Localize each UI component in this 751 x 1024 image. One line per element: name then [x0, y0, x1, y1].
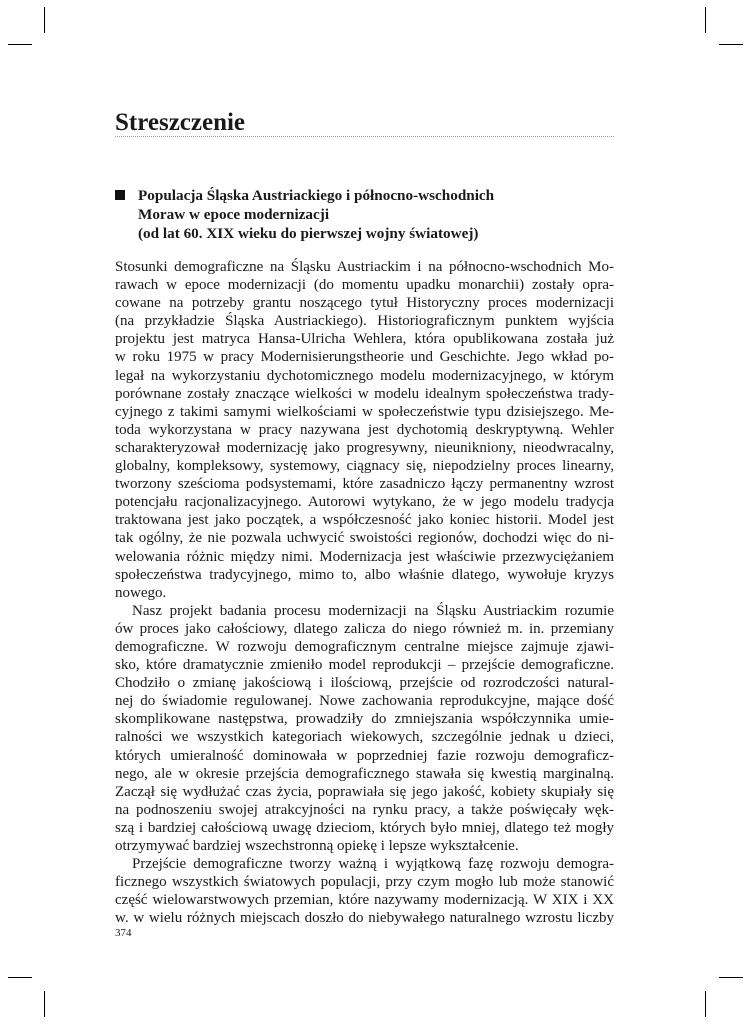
text-line: społeczeństwa tradycyjnego, mimo to, albo właśnie dlatego, wywołuje kryzys	[115, 566, 614, 583]
text-line: rawach w epoce modernizacji (do momentu upadku monarchii) zostały opra-	[115, 277, 614, 294]
text-line: Przejście demograficzne tworzy ważną i wyjątkową fazę rozwoju demogra-	[132, 856, 614, 873]
crop-mark	[8, 44, 32, 45]
text-line: ów proces jako całościowy, dlatego zalicza do niego również m. in. przemiany	[115, 620, 614, 637]
title-rule	[115, 136, 614, 137]
text-line: Zaczął się wydłużać czas życia, poprawiała się jego jakość, kobiety skupiały się	[115, 783, 614, 800]
body-text	[115, 258, 614, 927]
text-line: Stosunki demograficzne na Śląsku Austriackim i na północno-wschodnich Mo-	[115, 259, 614, 275]
section-heading-line: Moraw w epoce modernizacji	[138, 206, 330, 223]
square-bullet-icon	[115, 190, 125, 200]
crop-mark	[44, 991, 45, 1017]
text-line: Chodziło o zmianę jakościową i ilościową, przejście od rozrodczości natural-	[115, 675, 614, 692]
crop-mark	[705, 991, 706, 1017]
chapter-title: Streszczenie	[115, 109, 246, 136]
text-line: welowania różnic między nimi. Modernizacja jest właściwie przezwyciężaniem	[115, 548, 614, 565]
text-line: traktowana jest jako początek, a współczesność jako koniec historii. Model jest	[115, 512, 614, 529]
crop-mark	[8, 977, 32, 978]
text-line: nowego.	[115, 584, 167, 601]
text-line: globalny, kompleksowy, systemowy, ciągnacy się, niepodzielny proces linearny,	[115, 458, 614, 475]
text-line: na podnoszeniu swojej atrakcyjności na rynku pracy, a także poświęcały węk-	[115, 801, 614, 818]
page-number: 374	[115, 927, 132, 939]
text-line: tworzony sześcioma podsystemami, które zasadniczo łączy permanentny wzrost	[115, 476, 614, 493]
text-line: legał na wykorzystaniu dychotomicznego modelu modernizacyjnego, w którym	[115, 367, 614, 384]
text-line: ralności we wszystkich kategoriach wiekowych, szczególnie jednak u dzieci,	[115, 729, 614, 746]
crop-mark	[719, 977, 743, 978]
text-line: (na przykładzie Śląska Austriackiego). Historiograficznym punktem wyjścia	[115, 313, 614, 330]
text-line: w roku 1975 w pracy Modernisierungstheorie und Geschichte. Jego wkład po-	[115, 349, 614, 366]
text-line: skomplikowane następstwa, prowadziły do zmniejszania współczynnika umie-	[115, 711, 614, 728]
text-line: projektu jest matryca Hansa-Ulricha Wehlera, która opublikowana została już	[115, 331, 614, 348]
crop-mark	[705, 7, 706, 33]
text-line: których umieralność dominowała w poprzedniej fazie rozwoju demograficz-	[115, 747, 614, 764]
text-line: Nasz projekt badania procesu modernizacji na Śląsku Austriackim rozumie	[132, 602, 614, 619]
text-line: otrzymywać bardziej wszechstronną opiekę i lepsze wykształcenie.	[115, 838, 519, 854]
section-heading	[115, 186, 614, 243]
text-line: ficznego wszystkich światowych populacji, przy czym mogło lub może stanowić	[115, 874, 614, 891]
text-line: demograficzne. W rozwoju demograficznym centralne miejsce zajmuje zjawi-	[115, 638, 614, 655]
text-line: cowane na potrzeby grantu noszącego tytuł Historyczny proces modernizacji	[115, 295, 614, 312]
text-line: część wielowarstwowych przemian, które nazywamy modernizacją. W XIX i XX	[115, 892, 614, 909]
text-line: szą i bardziej całościową uwagę dzieciom, których było mniej, dlatego też mogły	[115, 819, 614, 836]
crop-mark	[719, 44, 743, 45]
section-heading-line: Populacja Śląska Austriackiego i północno-wschodnich	[138, 187, 495, 204]
text-line: cyjnego z takimi samymi wielkościami w społeczeństwie typu dzisiejszego. Me-	[115, 403, 614, 420]
text-line: potencjału racjonalizacyjnego. Autorowi wytykano, że w jego modelu tradycja	[115, 494, 614, 511]
text-line: porównane zostały znaczące wielkości w modelu idealnym społeczeństwa trady-	[115, 385, 614, 402]
text-line: sko, które dramatycznie zmieniło model reprodukcji – przejście demograficzne.	[115, 657, 614, 674]
crop-mark	[44, 7, 45, 33]
text-line: w. w wielu różnych miejscach doszło do niebywałego naturalnego wzrostu liczby	[115, 910, 614, 927]
text-line: nego, ale w okresie przejścia demograficznego stawała się kwestią marginalną.	[115, 765, 614, 782]
text-line: tak ogólny, że nie pozwala uchwycić swoistości regionów, dochodzi więc do ni-	[115, 530, 614, 547]
section-heading-line: (od lat 60. XIX wieku do pierwszej wojny światowej)	[138, 225, 479, 242]
text-line: toda wykorzystana w pracy nazywana jest dychotomią deskryptywną. Wehler	[115, 421, 614, 438]
text-line: nej do świadomie regulowanej. Nowe zachowania reprodukcyjne, mające dość	[115, 693, 614, 710]
text-line: scharakteryzował modernizację jako progresywny, nieunikniony, nieodwracalny,	[115, 439, 614, 456]
